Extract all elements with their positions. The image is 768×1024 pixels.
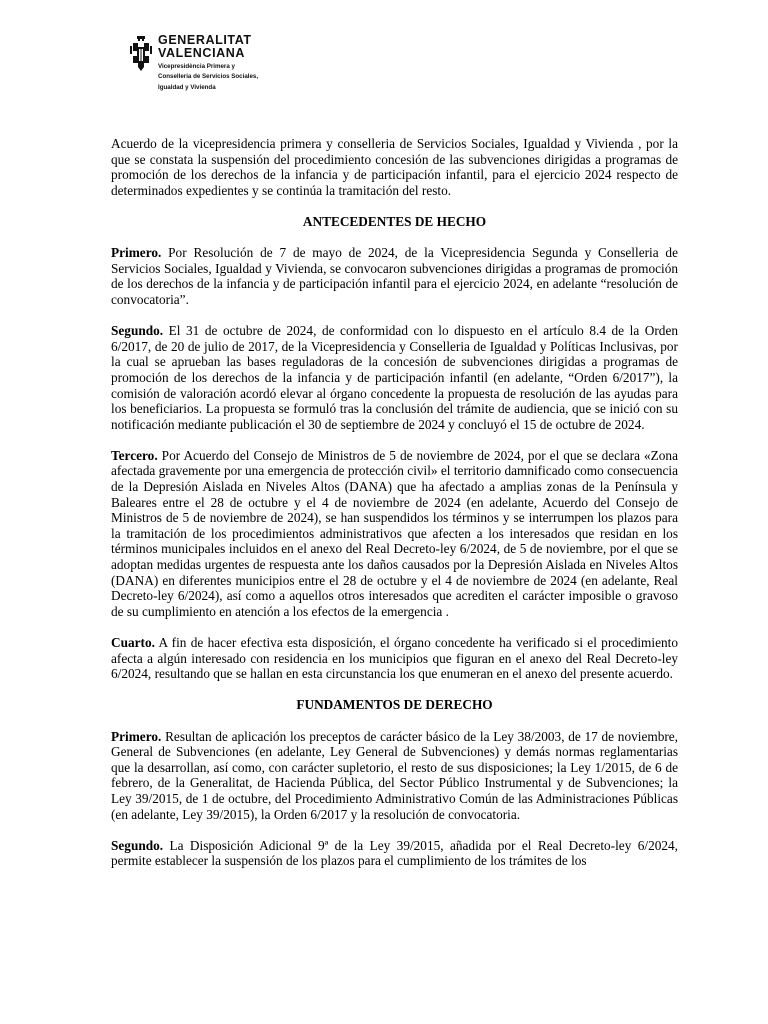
paragraph-fundamentos-1 <box>111 729 678 823</box>
paragraph-text: Resultan de aplicación los preceptos de carácter básico de la Ley 38/2003, de 17 de noviembre, General de Subvenciones (en adelante, Ley General de Subvenciones) y demás normas reglamentarias que la desarrollan, así como, con carácter supletorio, el resto de sus disposiciones; la Ley 1/2015, de 6 de febrero, de la Generalitat, de Hacienda Pública, del Sector Público Instrumental y de Subvenciones; la Ley 39/2015, de 1 de octubre, del Procedimiento Administrativo Común de las Administraciones Públicas (en adelante, Ley 39/2015), la Orden 6/2017 y la resolución de convocatoria. <box>111 728 678 822</box>
document-body <box>111 136 678 869</box>
intro-paragraph: Acuerdo de la vicepresidencia primera y conselleria de Servicios Sociales, Igualdad y Vivienda , por la que se constata la suspensión del procedimiento concesión de las subvenciones dirigidas a programas de promoción de los derechos de la infancia y de participación infantil, para el ejercicio 2024 respecto de determinados expedientes y se continúa la tramitación del resto. <box>111 136 678 198</box>
paragraph-lead: Primero. <box>111 245 162 261</box>
paragraph-text: La Disposición Adicional 9ª de la Ley 39/2015, añadida por el Real Decreto-ley 6/2024, permite establecer la suspensión de los plazos para el cumplimiento de los trámites de los <box>111 837 678 869</box>
paragraph-lead: Cuarto. <box>111 635 155 650</box>
org-name-line2: VALENCIANA <box>158 46 246 60</box>
logo-text <box>158 34 258 91</box>
paragraph-antecedentes-2 <box>111 323 678 432</box>
paragraph-lead: Tercero. <box>111 447 158 463</box>
dept-line2: Conselleria de Servicios Sociales, <box>158 73 259 81</box>
paragraph-lead: Segundo. <box>111 323 164 339</box>
paragraph-text: Por Acuerdo del Consejo de Ministros de 5 de noviembre de 2024, por el que se declara «Zona afectada gravemente por una emergencia de protección civil» el territorio damnificado como consecuencia de la Depresión Aislada en Niveles Altos (DANA) que ha afectado a amplias zonas de la Península y Baleares entre el 28 de octubre y el 4 de noviembre de 2024 (en adelante, Acuerdo del Consejo de Ministros de 5 de noviembre de 2024), se han suspendidos los términos y se interrumpen los plazos para la tramitación de los procedimientos administrativos que afecten a los interesados que residan en los términos municipales incluidos en el anexo del Real Decreto-ley 6/2024, de 5 de noviembre, por el que se adoptan medidas urgentes de respuesta ante los daños causados por la Depresión Aislada en Niveles Altos (DANA) en diferentes municipios entre el 28 de octubre y el 4 de noviembre de 2024 (en adelante, Real Decreto-ley 6/2024), así como a aquellos otros interesados que acrediten el carácter imposible o gravoso de su cumplimiento en atención a los efectos de la emergencia . <box>111 447 678 619</box>
paragraph-fundamentos-2 <box>111 838 678 869</box>
paragraph-lead: Segundo. <box>111 837 164 853</box>
dept-line1: Vicepresidència Primera y <box>158 63 235 70</box>
paragraph-antecedentes-4 <box>111 635 678 682</box>
paragraph-text: A fin de hacer efectiva esta disposición, el órgano concedente ha verificado si el procedimiento afecta a algún interesado con residencia en los municipios que figuran en el anexo del Real Decreto-ley 6/2024, resultando que se hallan en esta circunstancia los que enumeran en el anexo del presente acuerdo. <box>111 635 678 682</box>
paragraph-antecedentes-3 <box>111 448 678 620</box>
paragraph-text: El 31 de octubre de 2024, de conformidad con lo dispuesto en el artículo 8.4 de la Orden 6/2017, de 20 de julio de 2017, de la Vicepresidencia y Conselleria de Igualdad y Políticas Inclusivas, por la cual se aprueban las bases reguladoras de la concesión de subvenciones dirigidas a programas de promoción de los derechos de la infancia y de participación infantil (en adelante, “Orden 6/2017”), la comisión de valoración acordó elevar al órgano concedente la propuesta de resolución de las ayudas para los beneficiarios. La propuesta se formuló tras la conclusión del trámite de audiencia, que se inició con su notificación mediante publicación el 30 de septiembre de 2024 y concluyó el 15 de octubre de 2024. <box>111 323 678 432</box>
paragraph-text: Por Resolución de 7 de mayo de 2024, de la Vicepresidencia Segunda y Conselleria de Servicios Sociales, Igualdad y Vivienda, se convocaron subvenciones dirigidas a programas de promoción de los derechos de la infancia y de participación infantil para el ejercicio 2024, en adelante “resolución de convocatoria”. <box>111 245 678 307</box>
paragraph-lead: Primero. <box>111 728 162 744</box>
paragraph-antecedentes-1 <box>111 245 678 307</box>
generalitat-crest-icon <box>130 36 152 74</box>
header-logo <box>130 34 258 104</box>
dept-line3: Igualdad y Vivienda <box>158 83 216 91</box>
section-heading-fundamentos: FUNDAMENTOS DE DERECHO <box>296 697 493 713</box>
org-name-line1: GENERALITAT <box>158 33 252 47</box>
section-heading-antecedentes: ANTECEDENTES DE HECHO <box>302 213 487 229</box>
